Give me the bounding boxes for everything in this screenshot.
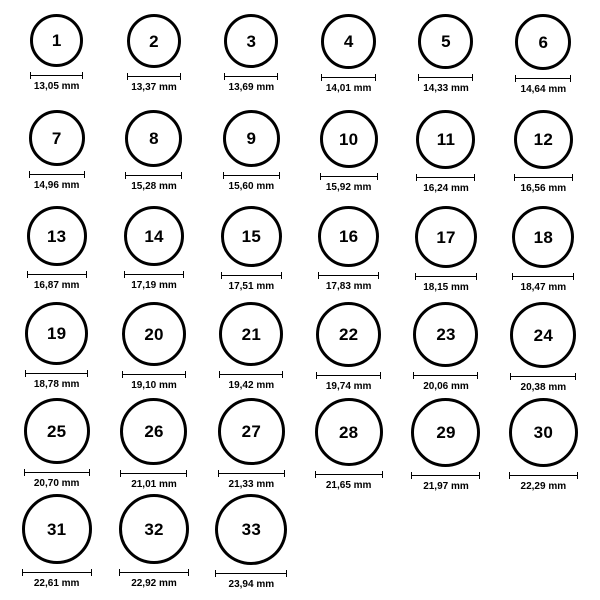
ring-size-number: 33 [241, 520, 261, 540]
ring-size-number: 6 [538, 32, 549, 52]
measure-tick-left [22, 569, 23, 576]
ring-circle [320, 110, 378, 168]
diameter-measure-line [514, 174, 573, 181]
measure-bar [510, 376, 576, 377]
measure-tick-left [221, 272, 222, 279]
measure-bar [512, 276, 574, 277]
ring-circle [413, 302, 478, 367]
measure-tick-left [411, 472, 412, 479]
measure-tick-right [477, 372, 478, 379]
measure-tick-right [575, 373, 576, 380]
ring-circle [30, 14, 83, 67]
measure-tick-left [223, 172, 224, 179]
diameter-measure-line [218, 470, 285, 477]
ring-size-cell [8, 398, 105, 494]
measure-tick-right [84, 171, 85, 178]
measure-tick-left [510, 373, 511, 380]
ring-circle [125, 110, 182, 167]
ring-size-cell [495, 398, 592, 494]
measure-tick-right [185, 371, 186, 378]
ring-circle [512, 206, 574, 268]
ring-size-number: 1 [51, 31, 62, 50]
ring-circle [29, 110, 85, 166]
ring-size-cell [397, 14, 494, 110]
measure-tick-right [281, 272, 282, 279]
measure-tick-right [476, 273, 477, 280]
measure-bar [416, 177, 475, 178]
diameter-measure-line [509, 472, 578, 479]
measure-bar [119, 572, 189, 573]
measure-bar [223, 175, 280, 176]
ring-size-cell [203, 302, 300, 398]
measure-bar [215, 573, 287, 574]
measure-tick-left [125, 172, 126, 179]
diameter-measure-line [215, 570, 287, 577]
diameter-measure-line [316, 372, 381, 379]
diameter-label: 20,70 mm [33, 478, 80, 489]
ring-size-number: 2 [149, 31, 159, 51]
ring-circle [411, 398, 480, 467]
ring-size-cell [203, 14, 300, 110]
ring-circle [119, 494, 189, 564]
measure-tick-right [286, 570, 287, 577]
measure-tick-right [186, 470, 187, 477]
measure-tick-left [320, 173, 321, 180]
ring-circle [321, 14, 376, 69]
diameter-label: 16,24 mm [423, 183, 469, 194]
ring-circle [315, 398, 383, 466]
ring-circle [318, 206, 379, 267]
ring-circle [514, 110, 573, 169]
diameter-measure-line [219, 371, 283, 378]
ring-size-cell [300, 110, 397, 206]
ring-circle [223, 110, 280, 167]
ring-size-cell [397, 398, 494, 494]
ring-circle [221, 206, 282, 267]
ring-size-cell [495, 14, 592, 110]
ring-size-number: 25 [47, 421, 67, 441]
diameter-measure-line [122, 371, 186, 378]
measure-bar [509, 475, 578, 476]
diameter-measure-line [320, 173, 378, 180]
ring-size-cell [105, 398, 202, 494]
diameter-label: 17,83 mm [325, 281, 372, 292]
measure-bar [125, 175, 182, 176]
ring-size-grid [8, 14, 592, 590]
ring-circle [219, 302, 283, 366]
ring-size-cell [300, 206, 397, 302]
measure-tick-right [82, 72, 83, 79]
ring-circle [510, 302, 576, 368]
diameter-measure-line [512, 273, 574, 280]
diameter-measure-line [30, 72, 83, 79]
diameter-measure-line [223, 172, 280, 179]
measure-bar [320, 176, 378, 177]
measure-tick-right [377, 173, 378, 180]
measure-bar [30, 75, 83, 76]
ring-size-number: 8 [149, 129, 159, 148]
diameter-label: 14,33 mm [423, 83, 469, 94]
measure-tick-right [380, 372, 381, 379]
measure-tick-left [25, 370, 26, 377]
measure-tick-left [413, 372, 414, 379]
diameter-label: 17,51 mm [228, 281, 275, 292]
diameter-measure-line [29, 171, 85, 178]
ring-size-cell [8, 494, 105, 590]
measure-tick-left [316, 372, 317, 379]
ring-size-number: 13 [47, 226, 67, 246]
measure-tick-right [382, 471, 383, 478]
diameter-label: 18,15 mm [423, 282, 469, 293]
ring-size-cell [8, 206, 105, 302]
ring-size-number: 4 [343, 32, 354, 51]
measure-bar [316, 375, 381, 376]
measure-tick-left [29, 171, 30, 178]
diameter-measure-line [25, 370, 88, 377]
diameter-label: 23,94 mm [228, 579, 275, 590]
ring-circle [127, 14, 181, 68]
measure-bar [415, 276, 477, 277]
ring-size-number: 21 [241, 324, 261, 344]
measure-tick-left [119, 569, 120, 576]
ring-size-number: 19 [47, 324, 67, 343]
measure-tick-left [515, 75, 516, 82]
ring-size-number: 5 [441, 32, 451, 51]
diameter-measure-line [27, 271, 87, 278]
measure-tick-left [120, 470, 121, 477]
measure-tick-left [27, 271, 28, 278]
diameter-label: 13,69 mm [228, 82, 275, 93]
measure-tick-right [472, 74, 473, 81]
diameter-measure-line [413, 372, 478, 379]
measure-tick-left [30, 72, 31, 79]
ring-size-number: 26 [144, 422, 164, 441]
diameter-measure-line [119, 569, 189, 576]
measure-tick-right [277, 73, 278, 80]
measure-tick-right [570, 75, 571, 82]
measure-bar [418, 77, 473, 78]
ring-size-cell [105, 494, 202, 590]
ring-circle [120, 398, 187, 465]
diameter-label: 13,05 mm [33, 81, 80, 92]
measure-tick-right [183, 271, 184, 278]
ring-size-number: 28 [339, 422, 359, 442]
measure-tick-right [577, 472, 578, 479]
measure-bar [515, 78, 571, 79]
ring-size-number: 18 [533, 227, 553, 247]
ring-size-cell [300, 14, 397, 110]
ring-size-cell [203, 494, 300, 590]
diameter-label: 22,92 mm [131, 578, 177, 589]
diameter-measure-line [24, 469, 90, 476]
measure-bar [124, 274, 184, 275]
measure-tick-left [24, 469, 25, 476]
measure-bar [321, 77, 376, 78]
measure-tick-right [573, 273, 574, 280]
measure-bar [219, 374, 283, 375]
measure-tick-right [572, 174, 573, 181]
diameter-label: 16,87 mm [33, 280, 80, 291]
measure-bar [27, 274, 87, 275]
diameter-label: 16,56 mm [520, 183, 567, 194]
measure-tick-right [474, 174, 475, 181]
diameter-label: 21,33 mm [228, 479, 275, 490]
ring-size-number: 29 [436, 423, 456, 442]
ring-circle [509, 398, 578, 467]
diameter-measure-line [127, 73, 181, 80]
ring-size-cell [8, 302, 105, 398]
diameter-label: 18,47 mm [520, 282, 567, 293]
ring-circle [122, 302, 186, 366]
diameter-label: 21,65 mm [325, 480, 372, 491]
measure-bar [29, 174, 85, 175]
diameter-label: 21,97 mm [423, 481, 469, 492]
ring-size-number: 12 [533, 130, 553, 149]
diameter-measure-line [125, 172, 182, 179]
measure-tick-left [418, 74, 419, 81]
measure-tick-right [89, 469, 90, 476]
measure-bar [127, 76, 181, 77]
measure-bar [315, 474, 383, 475]
diameter-label: 15,28 mm [131, 181, 177, 192]
ring-size-cell [105, 206, 202, 302]
diameter-label: 17,19 mm [131, 280, 177, 291]
measure-tick-left [415, 273, 416, 280]
diameter-label: 19,42 mm [228, 380, 275, 391]
measure-tick-right [86, 271, 87, 278]
measure-tick-right [282, 371, 283, 378]
ring-size-cell [495, 302, 592, 398]
ring-size-number: 9 [246, 129, 257, 148]
ring-size-cell [203, 206, 300, 302]
ring-size-cell [495, 206, 592, 302]
measure-tick-left [127, 73, 128, 80]
measure-bar [24, 472, 90, 473]
measure-bar [224, 76, 278, 77]
measure-tick-left [512, 273, 513, 280]
diameter-label: 15,60 mm [228, 181, 275, 192]
ring-size-cell [495, 110, 592, 206]
diameter-label: 22,29 mm [520, 481, 567, 492]
measure-tick-left [321, 74, 322, 81]
ring-size-cell [300, 302, 397, 398]
measure-tick-right [375, 74, 376, 81]
measure-tick-left [318, 272, 319, 279]
ring-size-cell [397, 110, 494, 206]
diameter-label: 20,38 mm [520, 382, 567, 393]
ring-size-number: 32 [144, 519, 164, 539]
ring-circle [416, 110, 475, 169]
diameter-label: 14,64 mm [520, 84, 567, 95]
diameter-measure-line [321, 74, 376, 81]
ring-size-number: 24 [533, 325, 553, 345]
diameter-measure-line [418, 74, 473, 81]
ring-size-cell [8, 110, 105, 206]
diameter-measure-line [22, 569, 92, 576]
ring-circle [22, 494, 92, 564]
measure-bar [411, 475, 480, 476]
measure-bar [413, 375, 478, 376]
diameter-measure-line [415, 273, 477, 280]
diameter-label: 14,01 mm [325, 83, 372, 94]
measure-tick-right [279, 172, 280, 179]
ring-circle [25, 302, 88, 365]
measure-tick-left [218, 470, 219, 477]
measure-tick-right [87, 370, 88, 377]
ring-size-number: 15 [241, 227, 261, 246]
ring-size-cell [105, 302, 202, 398]
ring-size-cell [105, 110, 202, 206]
measure-bar [218, 473, 285, 474]
diameter-measure-line [515, 75, 571, 82]
diameter-label: 19,10 mm [131, 380, 177, 391]
measure-bar [25, 373, 88, 374]
diameter-measure-line [411, 472, 480, 479]
measure-tick-left [224, 73, 225, 80]
ring-circle [415, 206, 477, 268]
measure-tick-right [188, 569, 189, 576]
ring-circle [515, 14, 571, 70]
ring-size-cell [8, 14, 105, 110]
measure-bar [22, 572, 92, 573]
measure-tick-left [215, 570, 216, 577]
ring-size-cell [203, 110, 300, 206]
ring-size-cell [203, 398, 300, 494]
measure-bar [514, 177, 573, 178]
measure-tick-left [124, 271, 125, 278]
diameter-label: 13,37 mm [131, 82, 177, 93]
ring-size-number: 20 [144, 324, 164, 344]
ring-size-number: 30 [533, 423, 553, 442]
ring-circle [224, 14, 278, 68]
measure-tick-right [378, 272, 379, 279]
ring-size-number: 16 [339, 227, 359, 246]
measure-tick-left [219, 371, 220, 378]
ring-circle [27, 206, 87, 266]
diameter-label: 21,01 mm [131, 479, 177, 490]
measure-tick-left [315, 471, 316, 478]
ring-circle [24, 398, 90, 464]
measure-tick-right [284, 470, 285, 477]
diameter-label: 19,74 mm [325, 381, 372, 392]
diameter-measure-line [224, 73, 278, 80]
ring-size-number: 11 [436, 130, 456, 149]
ring-circle [218, 398, 285, 465]
diameter-measure-line [416, 174, 475, 181]
diameter-measure-line [124, 271, 184, 278]
measure-tick-right [91, 569, 92, 576]
ring-size-cell [300, 398, 397, 494]
ring-size-number: 3 [246, 31, 257, 51]
ring-size-number: 22 [339, 325, 359, 344]
ring-circle [124, 206, 184, 266]
ring-size-number: 14 [144, 226, 164, 246]
measure-bar [122, 374, 186, 375]
ring-circle [215, 494, 287, 565]
ring-size-cell [105, 14, 202, 110]
measure-tick-right [180, 73, 181, 80]
ring-size-number: 7 [51, 128, 62, 148]
measure-tick-left [416, 174, 417, 181]
measure-bar [318, 275, 379, 276]
ring-size-number: 10 [339, 129, 359, 149]
ring-size-number: 31 [47, 519, 67, 539]
diameter-label: 20,06 mm [423, 381, 469, 392]
ring-size-cell [397, 302, 494, 398]
measure-tick-right [479, 472, 480, 479]
ring-size-number: 27 [241, 422, 261, 441]
diameter-measure-line [221, 272, 282, 279]
ring-size-cell [397, 206, 494, 302]
diameter-label: 15,92 mm [325, 182, 372, 193]
diameter-label: 14,96 mm [33, 180, 80, 191]
diameter-label: 22,61 mm [33, 578, 80, 589]
diameter-label: 18,78 mm [33, 379, 80, 390]
measure-tick-left [509, 472, 510, 479]
measure-tick-right [181, 172, 182, 179]
measure-bar [221, 275, 282, 276]
diameter-measure-line [120, 470, 187, 477]
ring-size-number: 17 [436, 227, 456, 247]
measure-tick-left [122, 371, 123, 378]
measure-bar [120, 473, 187, 474]
ring-circle [418, 14, 473, 69]
diameter-measure-line [315, 471, 383, 478]
ring-size-number: 23 [436, 325, 456, 344]
diameter-measure-line [318, 272, 379, 279]
measure-tick-left [514, 174, 515, 181]
ring-circle [316, 302, 381, 367]
diameter-measure-line [510, 373, 576, 380]
